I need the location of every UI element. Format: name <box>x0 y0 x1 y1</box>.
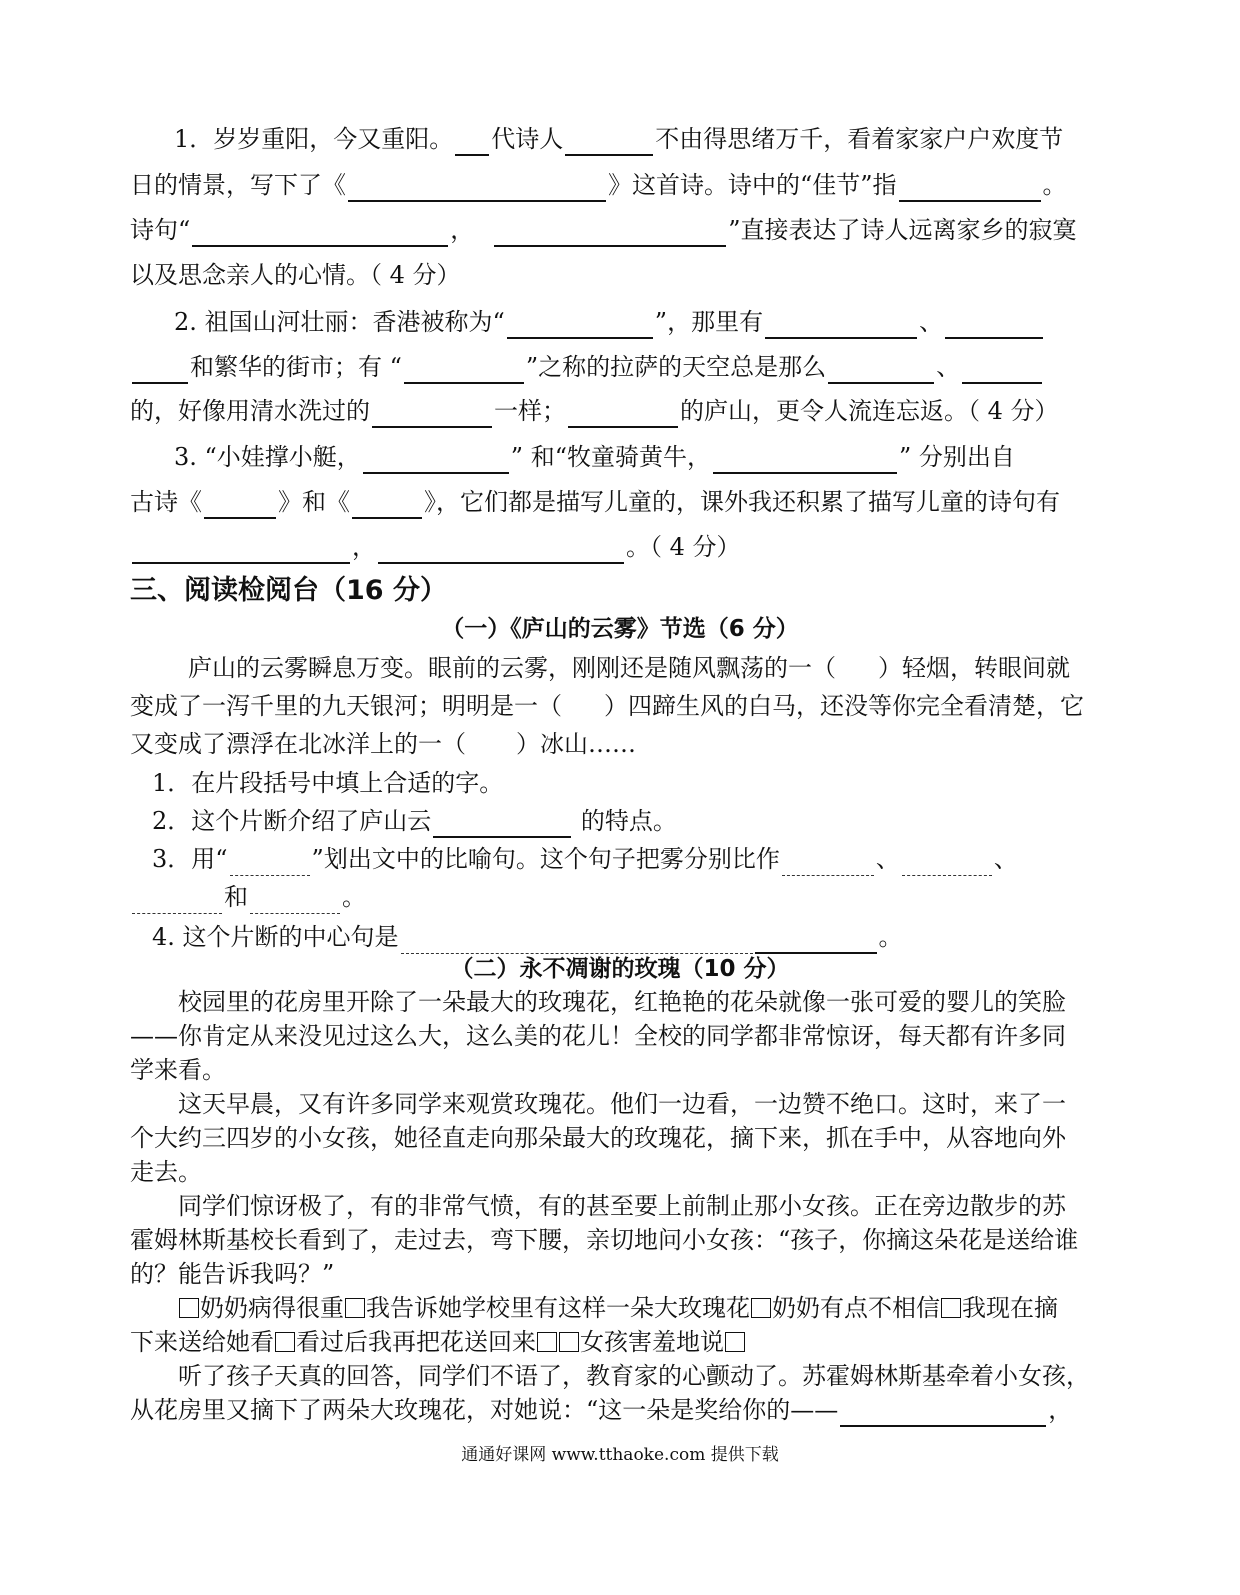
blank[interactable] <box>348 174 606 202</box>
reading1-question-1: 1．在片段括号中填上合适的字。 <box>152 769 504 797</box>
blank[interactable] <box>494 219 726 247</box>
reading2-para-line: ——你肯定从来没见过这么大，这么美的花儿！全校的同学都非常惊讶，每天都有许多同 <box>130 1022 1066 1050</box>
blank[interactable] <box>945 311 1043 339</box>
q1-line-3: 诗句“ ， ”直接表达了诗人远离家乡的寂寞 <box>130 213 1090 247</box>
blank[interactable] <box>363 446 509 474</box>
blank[interactable] <box>132 889 222 914</box>
blank[interactable] <box>568 400 678 428</box>
blank[interactable] <box>899 174 1041 202</box>
reading2-para-line: 学来看。 <box>130 1056 226 1084</box>
blank[interactable] <box>828 356 934 384</box>
blank[interactable] <box>755 926 877 954</box>
blank[interactable] <box>962 356 1042 384</box>
punctuation-box[interactable] <box>559 1332 579 1352</box>
reading1-question-4: 4. 这个片断的中心句是 。 <box>130 920 1090 954</box>
reading2-title: （二）永不凋谢的玫瑰（10 分） <box>450 956 790 982</box>
q1-line-2: 日的情景，写下了《 》这首诗。诗中的“佳节”指 。 <box>130 168 1090 202</box>
blank[interactable] <box>902 851 992 876</box>
reading2-punctuation-line: 下来送给她看 看过后我再把花送回来 女孩害羞地说 <box>130 1325 1090 1359</box>
blank[interactable] <box>404 356 524 384</box>
blank[interactable] <box>782 851 874 876</box>
punctuation-box[interactable] <box>725 1332 745 1352</box>
reading2-punctuation-line: 奶奶病得很重 我告诉她学校里有这样一朵大玫瑰花 奶奶有点不相信 我现在摘 <box>130 1291 1090 1325</box>
blank[interactable] <box>132 536 350 564</box>
blank[interactable] <box>230 851 310 876</box>
reading1-para-line: 变成了一泻千里的九天银河；明明是一（ ）四蹄生风的白马，还没等你完全看清楚，它 <box>130 692 1084 720</box>
blank[interactable] <box>372 400 492 428</box>
reading1-question-3: 3．用“ ”划出文中的比喻句。这个句子把雾分别比作 、 、 <box>130 842 1090 876</box>
blank[interactable] <box>765 311 917 339</box>
q3-line-1: 3. “小娃撑小艇， ” 和“牧童骑黄牛， ” 分别出自 <box>130 440 1090 474</box>
blank[interactable] <box>192 219 448 247</box>
q1-line-4: 以及思念亲人的心情。（ 4 分） <box>130 261 461 289</box>
q2-line-3: 的，好像用清水洗过的 一样； 的庐山，更令人流连忘返。（ 4 分） <box>130 394 1090 428</box>
reading1-question-2: 2．这个片断介绍了庐山云 的特点。 <box>130 804 1090 838</box>
q2-line-1: 2. 祖国山河壮丽：香港被称为“ ”，那里有 、 <box>130 305 1090 339</box>
blank[interactable] <box>132 356 188 384</box>
blank[interactable] <box>378 536 624 564</box>
reading1-title: （一）《庐山的云雾》节选（6 分） <box>441 616 799 642</box>
reading2-para-line: 走去。 <box>130 1158 202 1186</box>
punctuation-box[interactable] <box>941 1298 961 1318</box>
q2-line-2: 和繁华的街市；有 “ ”之称的拉萨的天空总是那么 、 <box>130 350 1090 384</box>
punctuation-box[interactable] <box>345 1298 365 1318</box>
reading1-question-3-cont: 和 。 <box>130 880 1090 914</box>
punctuation-box[interactable] <box>537 1332 557 1352</box>
q3-line-3: ， 。（ 4 分） <box>130 530 1090 564</box>
blank[interactable] <box>204 491 276 519</box>
reading2-para-line: 的？能告诉我吗？” <box>130 1260 335 1288</box>
q1-line-1: 1．岁岁重阳，今又重阳。 代诗人 不由得思绪万千，看着家家户户欢度节 <box>130 122 1090 156</box>
punctuation-box[interactable] <box>751 1298 771 1318</box>
blank[interactable] <box>713 446 897 474</box>
blank[interactable] <box>840 1399 1046 1427</box>
reading1-para-line: 又变成了漂浮在北冰洋上的一（ ）冰山…… <box>130 730 636 758</box>
punctuation-box[interactable] <box>179 1298 199 1318</box>
blank[interactable] <box>352 491 422 519</box>
punctuation-box[interactable] <box>275 1332 295 1352</box>
blank[interactable] <box>507 311 653 339</box>
blank[interactable] <box>565 128 653 156</box>
blank[interactable] <box>250 889 340 914</box>
reading2-para-line: 这天早晨，又有许多同学来观赏玫瑰花。他们一边看，一边赞不绝口。这时，来了一 <box>178 1090 1066 1118</box>
reading2-para-line: 校园里的花房里开除了一朵最大的玫瑰花，红艳艳的花朵就像一张可爱的婴儿的笑脸 <box>178 988 1066 1016</box>
reading2-para-line: 同学们惊讶极了，有的非常气愤，有的甚至要上前制止那小女孩。正在旁边散步的苏 <box>178 1192 1066 1220</box>
reading1-para-line: 庐山的云雾瞬息万变。眼前的云雾，刚刚还是随风飘荡的一（ ）轻烟，转眼间就 <box>188 654 1070 682</box>
reading2-para-line: 个大约三四岁的小女孩，她径直走向那朵最大的玫瑰花，摘下来，抓在手中，从容地向外 <box>130 1124 1066 1152</box>
reading2-para-line: 霍姆林斯基校长看到了，走过去，弯下腰，亲切地问小女孩：“孩子，你摘这朵花是送给谁 <box>130 1226 1079 1254</box>
blank[interactable] <box>401 929 753 954</box>
footer: 通通好课网 www.tthaoke.com 提供下载 <box>461 1445 779 1465</box>
blank[interactable] <box>455 128 489 156</box>
reading2-para-line: 从花房里又摘下了两朵大玫瑰花，对她说：“这一朵是奖给你的—— ， <box>130 1393 1090 1427</box>
reading2-para-line: 听了孩子天真的回答，同学们不语了，教育家的心颤动了。苏霍姆林斯基牵着小女孩， <box>178 1362 1090 1390</box>
section-title: 三、阅读检阅台（16 分） <box>130 575 447 606</box>
blank[interactable] <box>433 810 571 838</box>
q3-line-2: 古诗《 》和《 》，它们都是描写儿童的，课外我还积累了描写儿童的诗句有 <box>130 485 1090 519</box>
